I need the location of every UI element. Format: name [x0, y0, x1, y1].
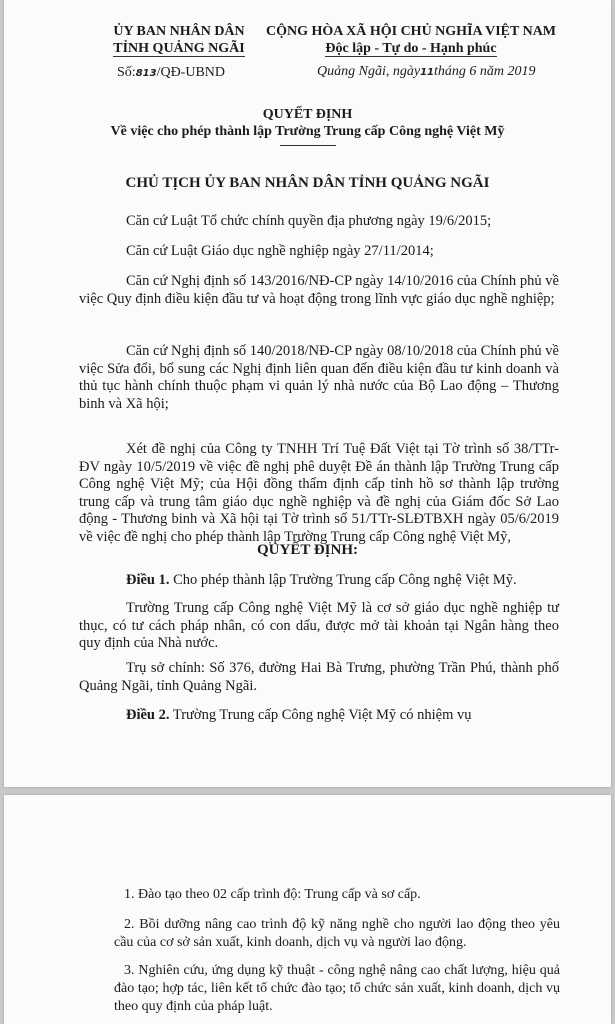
handwritten-number: 813 — [135, 68, 157, 79]
legal-basis-4: Căn cứ Nghị định số 140/2018/NĐ-CP ngày 08/10/2018 của Chính phủ về việc Sửa đổi, bổ sung các Nghị định liên quan đến điều kiện đầu tư kinh doanh và thủ tục hành chính thuộc phạm vi quản lý nhà nước của Bộ Lao động – Thương binh và Xã hội; — [79, 343, 559, 412]
document-number: Số:813/QĐ-UBND — [117, 65, 226, 80]
legal-basis-2: Căn cứ Luật Giáo dục nghề nghiệp ngày 27/11/2014; — [126, 243, 434, 259]
document-page-2 — [4, 795, 611, 1024]
document-type: QUYẾT ĐỊNH — [262, 107, 353, 122]
proposal-consideration: Xét đề nghị của Công ty TNHH Trí Tuệ Đất Việt tại Tờ trình số 38/TTr-ĐV ngày 10/5/2019 về việc đề nghị phê duyệt Đề án thành lập Trường Trung cấp Công nghệ Việt Mỹ; của Hội đồng thẩm định cấp tỉnh hồ sơ thành lập trường trung cấp và trung tâm giáo dục nghề nghiệp và đề nghị của Giám đốc Sở Lao động - Thương binh và Xã hội tại Tờ trình số 51/TTr-SLĐTBXH ngày 05/6/2019 về việc đề nghị cho phép thành lập Trường Trung cấp Công nghệ Việt Mỹ, — [79, 441, 559, 545]
document-page-1 — [4, 0, 611, 787]
agency-name-line1: ỦY BAN NHÂN DÂN — [113, 24, 245, 39]
title-rule — [280, 145, 336, 146]
legal-basis-1: Căn cứ Luật Tổ chức chính quyền địa phương ngày 19/6/2015; — [126, 213, 492, 229]
issuing-authority: CHỦ TỊCH ỦY BAN NHÂN DÂN TỈNH QUẢNG NGÃI — [125, 175, 490, 191]
document-date: Quảng Ngãi, ngày11tháng 6 năm 2019 — [317, 64, 536, 79]
agency-name-line2: TỈNH QUẢNG NGÃI — [113, 41, 245, 56]
document-subject: Về việc cho phép thành lập Trường Trung cấp Công nghệ Việt Mỹ — [110, 124, 505, 139]
decision-heading: QUYẾT ĐỊNH: — [257, 542, 358, 558]
article-1-paragraph-1: Trường Trung cấp Công nghệ Việt Mỹ là cơ sở giáo dục nghề nghiệp tư thục, có tư cách pháp nhân, có con dấu, được mở tài khoản tại Ngân hàng theo quy định của Nhà nước. — [79, 600, 559, 651]
legal-basis-3: Căn cứ Nghị định số 143/2016/NĐ-CP ngày 14/10/2016 của Chính phủ về việc Quy định điều kiện đầu tư và hoạt động trong lĩnh vực giáo dục nghề nghiệp; — [79, 273, 559, 307]
country-name: CỘNG HÒA XÃ HỘI CHỦ NGHĨA VIỆT NAM — [266, 24, 557, 39]
article-2: Điều 2. Trường Trung cấp Công nghệ Việt Mỹ có nhiệm vụ — [126, 707, 472, 723]
article-1: Điều 1. Cho phép thành lập Trường Trung cấp Công nghệ Việt Mỹ. — [126, 572, 517, 588]
duty-item-2: 2. Bồi dưỡng nâng cao trình độ kỹ năng nghề cho người lao động theo yêu cầu của cơ sở sản xuất, kinh doanh, dịch vụ và người lao động. — [114, 917, 560, 950]
duty-item-3: 3. Nghiên cứu, ứng dụng kỹ thuật - công nghệ nâng cao chất lượng, hiệu quả đào tạo; hợp tác, liên kết tổ chức đào tạo; tổ chức sản xuất, kinh doanh, dịch vụ theo quy định của pháp luật. — [114, 963, 560, 1014]
handwritten-day: 11 — [420, 67, 434, 78]
national-motto: Độc lập - Tự do - Hạnh phúc — [325, 41, 497, 56]
article-1-paragraph-2: Trụ sở chính: Số 376, đường Hai Bà Trưng, phường Trần Phú, thành phố Quảng Ngãi, tỉnh Quảng Ngãi. — [79, 660, 559, 694]
duty-item-1: 1. Đào tạo theo 02 cấp trình độ: Trung cấp và sơ cấp. — [124, 887, 421, 902]
